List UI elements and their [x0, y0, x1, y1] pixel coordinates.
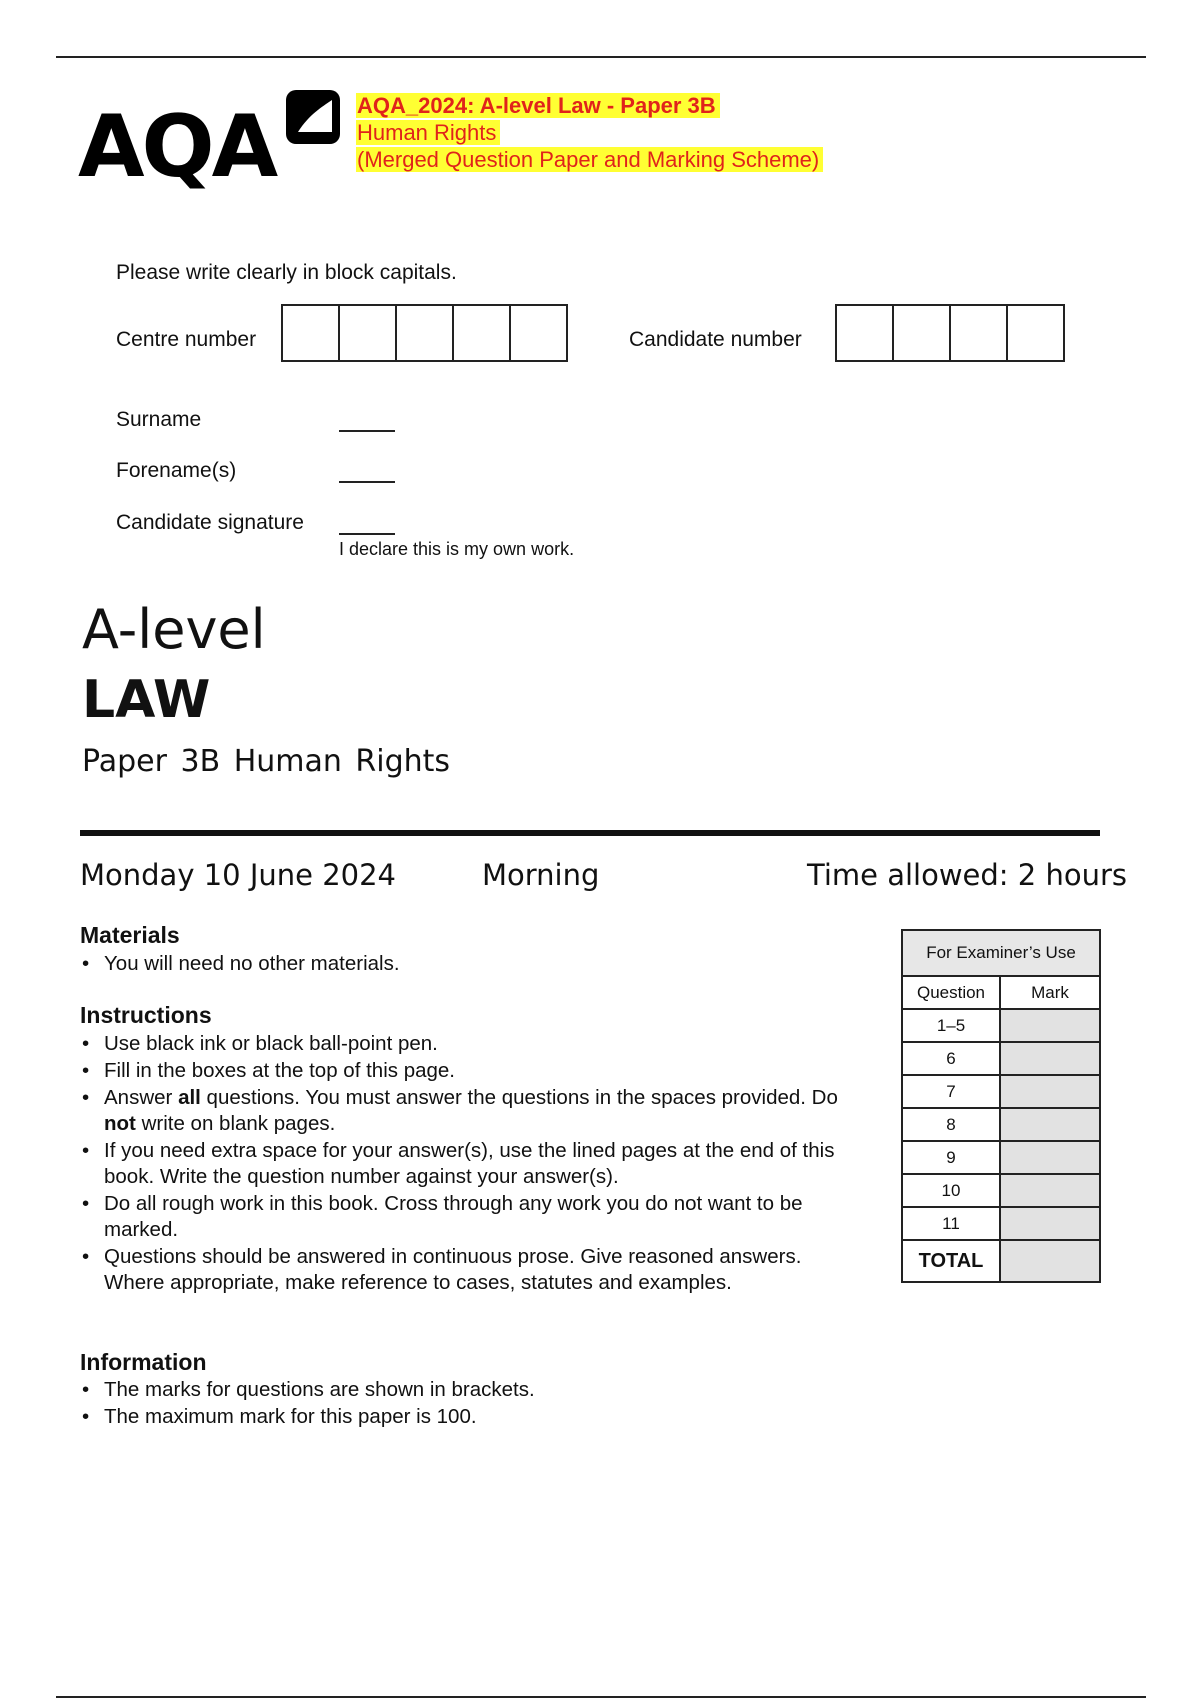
document-title-block: [356, 92, 823, 173]
signature-label: Candidate signature: [116, 511, 304, 534]
table-row: [902, 1207, 1100, 1240]
table-row: [902, 1174, 1100, 1207]
list-item: • The maximum mark for this paper is 100.: [80, 1404, 860, 1430]
document-subtitle: Human Rights: [356, 120, 500, 145]
question-number: 10: [902, 1174, 1000, 1207]
text-fragment: write on blank pages.: [135, 1112, 336, 1135]
forename-field[interactable]: [339, 481, 395, 483]
candidate-number-boxes: [835, 304, 1065, 362]
mark-cell: [1000, 1009, 1100, 1042]
materials-heading: Materials: [80, 922, 180, 948]
list-item: • Questions should be answered in continuous prose. Give reasoned answers. Where appropriate, make reference to cases, statutes and examples.: [80, 1244, 860, 1296]
centre-number-box[interactable]: [511, 306, 566, 360]
surname-label: Surname: [116, 408, 202, 431]
centre-number-boxes: [281, 304, 568, 362]
mark-cell: [1000, 1174, 1100, 1207]
list-item: • Fill in the boxes at the top of this page.: [80, 1058, 860, 1084]
question-number: 1–5: [902, 1009, 1000, 1042]
emphasis-not: not: [104, 1112, 136, 1135]
instructions-heading: Instructions: [80, 1002, 212, 1028]
declaration-text: I declare this is my own work.: [339, 539, 575, 559]
mark-column-header: Mark: [1000, 976, 1100, 1009]
question-number: 6: [902, 1042, 1000, 1075]
qualification-level: A-level: [82, 598, 266, 661]
total-label: TOTAL: [902, 1240, 1000, 1282]
candidate-number-box[interactable]: [951, 306, 1008, 360]
question-number: 9: [902, 1141, 1000, 1174]
information-list: [80, 1377, 860, 1431]
total-row: [902, 1240, 1100, 1282]
list-item: • Use black ink or black ball-point pen.: [80, 1031, 860, 1057]
instructions-list: [80, 1031, 860, 1297]
block-capitals-instruction: Please write clearly in block capitals.: [116, 261, 457, 284]
list-item: • The marks for questions are shown in brackets.: [80, 1377, 860, 1403]
list-item: • You will need no other materials.: [80, 951, 860, 977]
candidate-number-box[interactable]: [1008, 306, 1063, 360]
table-row: [902, 1042, 1100, 1075]
list-item: • If you need extra space for your answer(s), use the lined pages at the end of this book. Write the question number against your answer(s).: [80, 1138, 860, 1190]
question-number: 7: [902, 1075, 1000, 1108]
surname-field[interactable]: [339, 430, 395, 432]
section-divider: [80, 830, 1100, 836]
mark-cell: [1000, 1042, 1100, 1075]
list-item: [80, 1085, 860, 1137]
table-row: [902, 1108, 1100, 1141]
bottom-rule: [56, 1696, 1146, 1698]
examiner-table-heading: For Examiner’s Use: [902, 930, 1100, 976]
list-item: • Do all rough work in this book. Cross through any work you do not want to be marked.: [80, 1191, 860, 1243]
subject-title: LAW: [82, 670, 211, 730]
total-mark-cell: [1000, 1240, 1100, 1282]
question-number: 11: [902, 1207, 1000, 1240]
paper-name: Paper 3B Human Rights: [82, 744, 451, 779]
centre-number-box[interactable]: [340, 306, 397, 360]
examiner-use-table: [901, 929, 1101, 1283]
aqa-logo-text: AQA: [78, 97, 276, 197]
aqa-logo: [78, 86, 348, 197]
table-row: [902, 1009, 1100, 1042]
top-rule: [56, 56, 1146, 58]
information-heading: Information: [80, 1349, 207, 1375]
candidate-number-box[interactable]: [894, 306, 951, 360]
emphasis-all: all: [178, 1086, 201, 1109]
question-column-header: Question: [902, 976, 1000, 1009]
mark-cell: [1000, 1141, 1100, 1174]
time-allowed: Time allowed: 2 hours: [807, 858, 1127, 892]
text-fragment: Answer: [104, 1086, 179, 1109]
document-note: (Merged Question Paper and Marking Scheme): [356, 147, 823, 172]
centre-number-box[interactable]: [283, 306, 340, 360]
document-title: AQA_2024: A-level Law - Paper 3B: [356, 93, 720, 118]
materials-list: [80, 951, 860, 978]
forename-label: Forename(s): [116, 459, 237, 482]
centre-number-box[interactable]: [397, 306, 454, 360]
table-row: [902, 1141, 1100, 1174]
mark-cell: [1000, 1075, 1100, 1108]
centre-number-label: Centre number: [116, 328, 257, 351]
exam-session: Morning: [482, 858, 600, 892]
candidate-number-box[interactable]: [837, 306, 894, 360]
question-number: 8: [902, 1108, 1000, 1141]
table-row: [902, 1075, 1100, 1108]
mark-cell: [1000, 1108, 1100, 1141]
aqa-logo-mark-icon: [284, 88, 342, 146]
centre-number-box[interactable]: [454, 306, 511, 360]
mark-cell: [1000, 1207, 1100, 1240]
text-fragment: questions. You must answer the questions in the spaces provided. Do: [200, 1086, 838, 1109]
signature-field[interactable]: [339, 533, 395, 535]
exam-date: Monday 10 June 2024: [80, 858, 396, 892]
candidate-number-label: Candidate number: [629, 328, 802, 351]
